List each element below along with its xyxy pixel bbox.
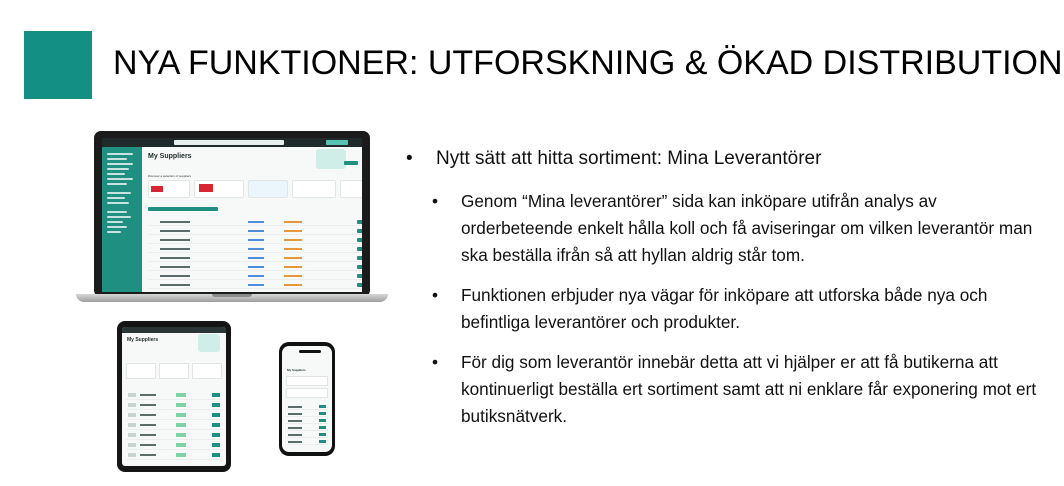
sub-bullet-text: Funktionen erbjuder nya vägar för inköpare att utforska både nya och befintliga leverantörer och produkter.: [461, 285, 988, 332]
app-sidebar: [102, 147, 142, 292]
table-row: [148, 255, 362, 262]
table-row: [148, 228, 362, 235]
tablet-mockup: [117, 321, 231, 472]
bullet-dot-icon: •: [432, 285, 439, 305]
supplier-card: [248, 180, 288, 198]
table-row: [126, 441, 222, 450]
table-row: [148, 237, 362, 244]
tablet-illustration: [198, 334, 220, 352]
table-row: [126, 411, 222, 420]
table-row: [148, 246, 362, 253]
supplier-card: [192, 363, 222, 379]
header-illustration: [316, 149, 346, 169]
phone-screen: [282, 346, 332, 452]
list-item: [286, 439, 328, 445]
bullet-content: [406, 148, 1046, 443]
main-bullet-text: Nytt sätt att hitta sortiment: Mina Leverantörer: [436, 148, 822, 169]
sub-bullet-text: För dig som leverantör innebär detta att vi hjälper er att få butikerna att kontinuerligt beställa ert sortiment samt att ni enklare får exponering mot ert butiksnätverk.: [461, 352, 1037, 426]
table-row: [148, 219, 362, 226]
filter-tabs: [148, 207, 218, 211]
sub-bullet: [432, 188, 1046, 269]
supplier-card: [340, 180, 362, 198]
supplier-card: [286, 388, 328, 398]
laptop-mockup: [76, 131, 388, 307]
header-button: [344, 161, 358, 165]
phone-heading: My Suppliers: [287, 368, 306, 372]
app-main: [142, 147, 362, 292]
screen-subheading: Discover a selection of suppliers: [148, 174, 192, 178]
sub-bullet-list: [432, 188, 1046, 430]
app-topbar: [102, 138, 362, 147]
list-item: [286, 418, 328, 424]
table-row: [126, 401, 222, 410]
supplier-card: [286, 376, 328, 386]
screen-heading: My Suppliers: [148, 153, 192, 160]
supplier-card: [159, 363, 189, 379]
app-top-icons: [326, 140, 348, 145]
list-item: [286, 411, 328, 417]
sub-bullet: [432, 282, 1046, 336]
table-row: [148, 273, 362, 280]
table-row: [148, 282, 362, 289]
table-row: [126, 391, 222, 400]
accent-square: [24, 31, 92, 99]
table-row: [148, 264, 362, 271]
list-item: [286, 425, 328, 431]
list-item: [286, 404, 328, 410]
list-item: [286, 432, 328, 438]
table-row: [126, 431, 222, 440]
bullet-dot-icon: •: [432, 352, 439, 372]
sub-bullet: [432, 349, 1046, 430]
supplier-card: [148, 180, 190, 198]
main-bullet: [406, 148, 1046, 169]
phone-mockup: [279, 342, 335, 456]
bullet-dot-icon: •: [432, 191, 439, 211]
app-search-bar: [174, 140, 284, 145]
bullet-dot-icon: •: [406, 148, 413, 169]
table-row: [126, 421, 222, 430]
supplier-card: [194, 180, 244, 198]
table-row: [126, 451, 222, 460]
laptop-screen: [102, 138, 362, 292]
sub-bullet-text: Genom “Mina leverantörer” sida kan inköpare utifrån analys av orderbeteende enkelt hålla koll och få aviseringar om vilken leverantör man ska beställa ifrån så att hyllan aldrig står tom.: [461, 191, 1033, 265]
laptop-notch: [212, 294, 252, 297]
supplier-card: [292, 180, 336, 198]
supplier-card: [126, 363, 156, 379]
slide-title: NYA FUNKTIONER: UTFORSKNING & ÖKAD DISTRIBUTION: [113, 44, 1063, 82]
tablet-screen: [122, 327, 226, 466]
tablet-heading: My Suppliers: [127, 337, 159, 343]
